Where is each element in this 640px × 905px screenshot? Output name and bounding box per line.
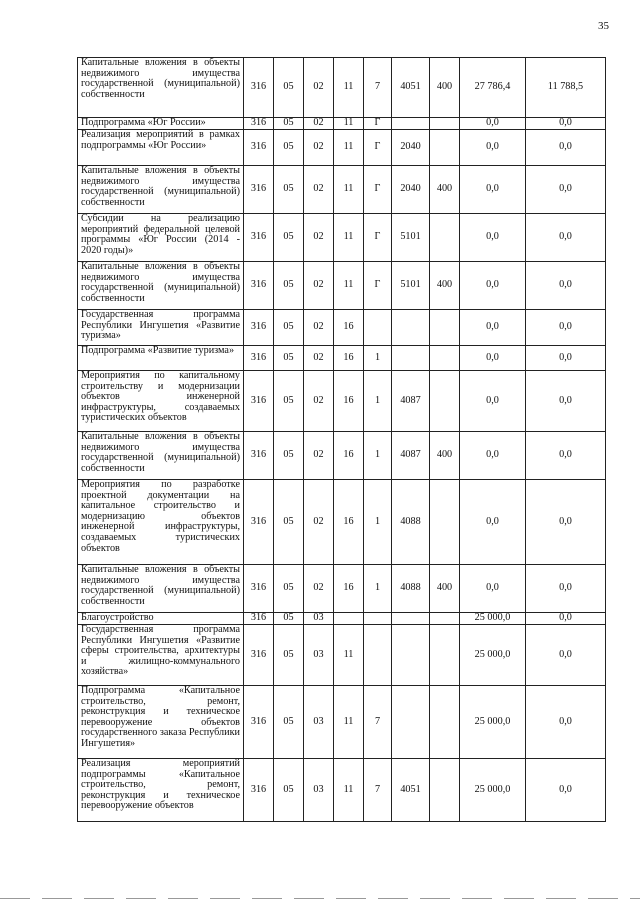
code-section: 05 [274, 625, 304, 686]
amount-year-2: 0,0 [526, 130, 606, 166]
code-ministry: 316 [244, 371, 274, 432]
code-expense-type [430, 346, 460, 371]
table-row [78, 310, 606, 346]
code-program: 11 [334, 130, 364, 166]
amount-year-1: 25 000,0 [460, 759, 526, 822]
code-ministry: 316 [244, 346, 274, 371]
code-subprogram: 7 [364, 58, 392, 118]
row-description: Капитальные вложения в объекты недвижимого имущества государственной (муниципальной) собственности [78, 565, 244, 613]
code-direction: 4088 [392, 565, 430, 613]
amount-year-2: 0,0 [526, 759, 606, 822]
table-row [78, 759, 606, 822]
code-direction: 5101 [392, 262, 430, 310]
code-section: 05 [274, 262, 304, 310]
code-program: 16 [334, 565, 364, 613]
code-subprogram: Г [364, 262, 392, 310]
code-expense-type [430, 310, 460, 346]
amount-year-2: 0,0 [526, 686, 606, 759]
code-expense-type: 400 [430, 58, 460, 118]
row-description: Реализация мероприятий в рамках подпрограммы «Юг России» [78, 130, 244, 166]
amount-year-2: 0,0 [526, 214, 606, 262]
code-section: 05 [274, 166, 304, 214]
code-direction: 4087 [392, 371, 430, 432]
amount-year-1: 25 000,0 [460, 625, 526, 686]
code-expense-type: 400 [430, 432, 460, 480]
code-subprogram: 1 [364, 346, 392, 371]
code-subprogram: Г [364, 130, 392, 166]
code-ministry: 316 [244, 58, 274, 118]
code-program: 16 [334, 480, 364, 565]
code-subprogram: Г [364, 166, 392, 214]
amount-year-1: 0,0 [460, 166, 526, 214]
amount-year-2: 0,0 [526, 613, 606, 625]
code-subsection: 02 [304, 346, 334, 371]
code-expense-type [430, 480, 460, 565]
row-description: Капитальные вложения в объекты недвижимого имущества государственной (муниципальной) собственности [78, 432, 244, 480]
code-subsection: 02 [304, 565, 334, 613]
code-subsection: 02 [304, 130, 334, 166]
row-description: Государственная программа Республики Ингушетия «Развитие сферы строительства, архитектуры и жилищно-коммунального хозяйства» [78, 625, 244, 686]
code-subprogram: 7 [364, 759, 392, 822]
code-section: 05 [274, 130, 304, 166]
amount-year-2: 11 788,5 [526, 58, 606, 118]
code-subprogram: Г [364, 214, 392, 262]
table-row [78, 613, 606, 625]
code-expense-type: 400 [430, 166, 460, 214]
code-direction: 2040 [392, 130, 430, 166]
code-ministry: 316 [244, 686, 274, 759]
amount-year-1: 0,0 [460, 310, 526, 346]
code-section: 05 [274, 759, 304, 822]
page-number: 35 [598, 20, 609, 32]
code-subprogram: 1 [364, 565, 392, 613]
code-subsection: 02 [304, 310, 334, 346]
code-expense-type: 400 [430, 565, 460, 613]
code-program: 11 [334, 625, 364, 686]
code-subsection: 02 [304, 166, 334, 214]
code-program: 11 [334, 118, 364, 130]
code-expense-type [430, 759, 460, 822]
code-section: 05 [274, 310, 304, 346]
amount-year-2: 0,0 [526, 432, 606, 480]
code-ministry: 316 [244, 432, 274, 480]
code-direction: 5101 [392, 214, 430, 262]
amount-year-2: 0,0 [526, 346, 606, 371]
amount-year-1: 0,0 [460, 480, 526, 565]
table-row [78, 371, 606, 432]
code-direction [392, 310, 430, 346]
code-subsection: 02 [304, 118, 334, 130]
amount-year-1: 0,0 [460, 130, 526, 166]
code-ministry: 316 [244, 759, 274, 822]
code-ministry: 316 [244, 625, 274, 686]
amount-year-1: 0,0 [460, 118, 526, 130]
amount-year-1: 0,0 [460, 565, 526, 613]
code-expense-type [430, 371, 460, 432]
code-section: 05 [274, 58, 304, 118]
code-subprogram: Г [364, 118, 392, 130]
code-subsection: 02 [304, 262, 334, 310]
code-subsection: 02 [304, 371, 334, 432]
table-row [78, 214, 606, 262]
code-section: 05 [274, 565, 304, 613]
code-subsection: 03 [304, 759, 334, 822]
amount-year-2: 0,0 [526, 625, 606, 686]
code-expense-type [430, 214, 460, 262]
code-expense-type [430, 686, 460, 759]
code-expense-type [430, 118, 460, 130]
amount-year-2: 0,0 [526, 166, 606, 214]
code-subprogram: 1 [364, 371, 392, 432]
page-bottom-edge [0, 898, 640, 899]
code-direction: 4088 [392, 480, 430, 565]
table-row [78, 130, 606, 166]
code-ministry: 316 [244, 166, 274, 214]
code-program: 11 [334, 214, 364, 262]
code-section: 05 [274, 432, 304, 480]
code-expense-type [430, 130, 460, 166]
code-ministry: 316 [244, 262, 274, 310]
table-row [78, 565, 606, 613]
code-program: 16 [334, 432, 364, 480]
row-description: Благоустройство [78, 613, 244, 625]
code-direction: 4051 [392, 58, 430, 118]
code-direction [392, 346, 430, 371]
row-description: Мероприятия по разработке проектной документации на капитальное строительство и модернизацию объектов инженерной инфраструктуры, создаваемых туристических объектов [78, 480, 244, 565]
code-expense-type [430, 613, 460, 625]
code-subsection: 03 [304, 686, 334, 759]
amount-year-1: 0,0 [460, 262, 526, 310]
table-row [78, 625, 606, 686]
amount-year-1: 27 786,4 [460, 58, 526, 118]
code-program: 16 [334, 371, 364, 432]
code-section: 05 [274, 214, 304, 262]
code-ministry: 316 [244, 480, 274, 565]
code-subsection: 02 [304, 480, 334, 565]
table-row [78, 432, 606, 480]
row-description: Реализация мероприятий подпрограммы «Капитальное строительство, ремонт, реконструкция и техническое перевооружение объектов [78, 759, 244, 822]
row-description: Мероприятия по капитальному строительству и модернизации объектов инженерной инфраструктуры, создаваемых туристических объектов [78, 371, 244, 432]
code-subprogram [364, 613, 392, 625]
code-subprogram [364, 310, 392, 346]
row-description: Капитальные вложения в объекты недвижимого имущества государственной (муниципальной) собственности [78, 262, 244, 310]
code-section: 05 [274, 480, 304, 565]
amount-year-2: 0,0 [526, 118, 606, 130]
amount-year-2: 0,0 [526, 480, 606, 565]
code-subprogram: 1 [364, 480, 392, 565]
row-description: Капитальные вложения в объекты недвижимого имущества государственной (муниципальной) собственности [78, 166, 244, 214]
row-description: Субсидии на реализацию мероприятий федеральной целевой программы «Юг России (2014 - 2020 годы)» [78, 214, 244, 262]
amount-year-2: 0,0 [526, 371, 606, 432]
table-row [78, 118, 606, 130]
amount-year-1: 25 000,0 [460, 613, 526, 625]
code-section: 05 [274, 118, 304, 130]
code-subsection: 03 [304, 625, 334, 686]
code-program: 11 [334, 686, 364, 759]
code-program: 16 [334, 346, 364, 371]
amount-year-1: 0,0 [460, 346, 526, 371]
amount-year-1: 0,0 [460, 371, 526, 432]
code-program: 11 [334, 166, 364, 214]
code-section: 05 [274, 686, 304, 759]
code-direction [392, 686, 430, 759]
code-subprogram: 1 [364, 432, 392, 480]
code-program: 11 [334, 759, 364, 822]
code-direction: 2040 [392, 166, 430, 214]
row-description: Государственная программа Республики Ингушетия «Развитие туризма» [78, 310, 244, 346]
code-subsection: 02 [304, 432, 334, 480]
code-program: 11 [334, 262, 364, 310]
amount-year-1: 0,0 [460, 432, 526, 480]
amount-year-2: 0,0 [526, 262, 606, 310]
table-row [78, 686, 606, 759]
table-row [78, 346, 606, 371]
code-expense-type [430, 625, 460, 686]
code-ministry: 316 [244, 613, 274, 625]
table-row [78, 262, 606, 310]
code-section: 05 [274, 346, 304, 371]
budget-table [77, 57, 606, 822]
code-program [334, 613, 364, 625]
amount-year-1: 0,0 [460, 214, 526, 262]
row-description: Подпрограмма «Развитие туризма» [78, 346, 244, 371]
code-ministry: 316 [244, 310, 274, 346]
code-direction: 4051 [392, 759, 430, 822]
code-ministry: 316 [244, 214, 274, 262]
table-row [78, 166, 606, 214]
row-description: Подпрограмма «Капитальное строительство, ремонт, реконструкция и техническое перевооружение объектов государственного заказа Республики Ингушетия» [78, 686, 244, 759]
code-ministry: 316 [244, 565, 274, 613]
code-ministry: 316 [244, 118, 274, 130]
code-program: 16 [334, 310, 364, 346]
code-expense-type: 400 [430, 262, 460, 310]
amount-year-2: 0,0 [526, 310, 606, 346]
code-direction: 4087 [392, 432, 430, 480]
budget-table-body [78, 58, 606, 822]
code-direction [392, 625, 430, 686]
table-row [78, 58, 606, 118]
code-direction [392, 613, 430, 625]
code-section: 05 [274, 613, 304, 625]
code-subsection: 02 [304, 214, 334, 262]
code-program: 11 [334, 58, 364, 118]
row-description: Подпрограмма «Юг России» [78, 118, 244, 130]
amount-year-2: 0,0 [526, 565, 606, 613]
amount-year-1: 25 000,0 [460, 686, 526, 759]
code-subprogram [364, 625, 392, 686]
code-subsection: 02 [304, 58, 334, 118]
row-description: Капитальные вложения в объекты недвижимого имущества государственной (муниципальной) собственности [78, 58, 244, 118]
code-subprogram: 7 [364, 686, 392, 759]
code-ministry: 316 [244, 130, 274, 166]
code-subsection: 03 [304, 613, 334, 625]
code-direction [392, 118, 430, 130]
table-row [78, 480, 606, 565]
code-section: 05 [274, 371, 304, 432]
